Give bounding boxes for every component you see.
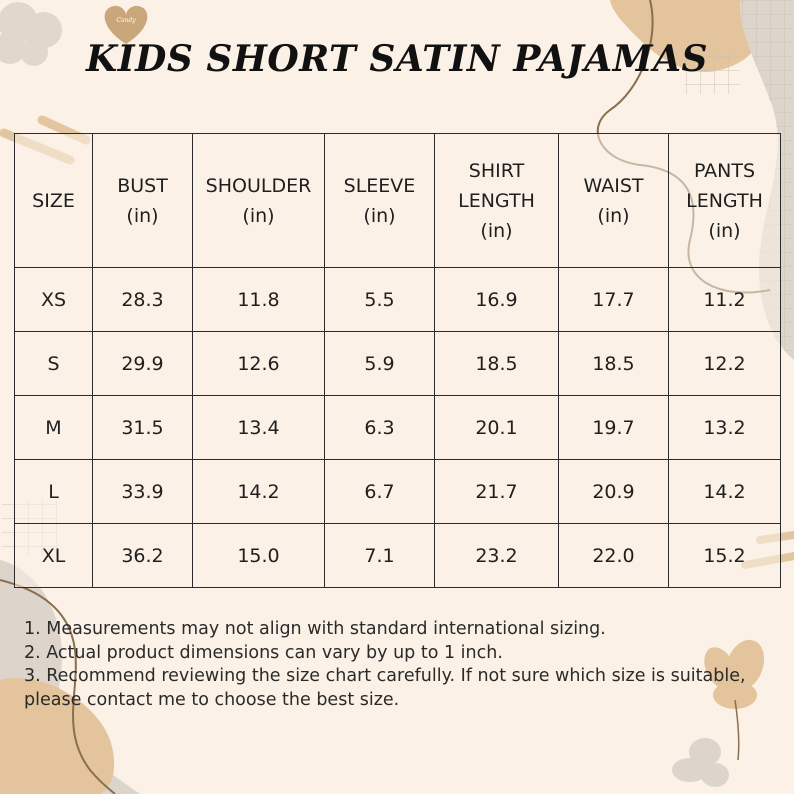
measurement-cell: 5.9 xyxy=(325,332,435,396)
heart-logo-text: Candy xyxy=(116,17,136,24)
measurement-cell: 36.2 xyxy=(93,524,193,588)
page-title: KIDS SHORT SATIN PAJAMAS xyxy=(85,38,708,80)
measurement-cell: 12.6 xyxy=(193,332,325,396)
measurement-cell: 13.4 xyxy=(193,396,325,460)
measurement-cell: 20.1 xyxy=(435,396,559,460)
note-1: 1. Measurements may not align with standard international sizing. xyxy=(24,619,606,639)
column-header-shirt-length xyxy=(435,134,559,268)
measurement-cell: 22.0 xyxy=(559,524,669,588)
measurement-cell: 19.7 xyxy=(559,396,669,460)
table-row xyxy=(15,460,781,524)
size-cell: S xyxy=(15,332,93,396)
measurement-cell: 11.2 xyxy=(669,268,781,332)
column-header-sleeve xyxy=(325,134,435,268)
table-row xyxy=(15,396,781,460)
column-header-size xyxy=(15,134,93,268)
notes xyxy=(24,618,784,712)
measurement-cell: 23.2 xyxy=(435,524,559,588)
measurement-cell: 6.3 xyxy=(325,396,435,460)
size-cell: XS xyxy=(15,268,93,332)
note-3: 3. Recommend reviewing the size chart carefully. If not sure which size is suitable, please contact me to choose the best size. xyxy=(24,666,746,710)
measurement-cell: 11.8 xyxy=(193,268,325,332)
measurement-cell: 5.5 xyxy=(325,268,435,332)
note-2: 2. Actual product dimensions can vary by up to 1 inch. xyxy=(24,642,503,663)
table-row xyxy=(15,332,781,396)
column-header-unit: (in) xyxy=(597,204,630,227)
measurement-cell: 29.9 xyxy=(93,332,193,396)
column-header-label: BUST xyxy=(117,174,168,197)
table-row xyxy=(15,268,781,332)
column-header-waist xyxy=(559,134,669,268)
measurement-cell: 28.3 xyxy=(93,268,193,332)
column-header-unit: (in) xyxy=(708,219,741,242)
column-header-label: PANTS LENGTH xyxy=(686,159,763,212)
column-header-unit: (in) xyxy=(363,204,396,227)
column-header-unit: (in) xyxy=(126,204,159,227)
column-header-shoulder xyxy=(193,134,325,268)
measurement-cell: 13.2 xyxy=(669,396,781,460)
column-header-pants-length xyxy=(669,134,781,268)
measurement-cell: 6.7 xyxy=(325,460,435,524)
measurement-cell: 31.5 xyxy=(93,396,193,460)
measurement-cell: 14.2 xyxy=(669,460,781,524)
column-header-label: SIZE xyxy=(32,189,75,212)
size-cell: M xyxy=(15,396,93,460)
column-header-unit: (in) xyxy=(242,204,275,227)
measurement-cell: 18.5 xyxy=(435,332,559,396)
size-cell: XL xyxy=(15,524,93,588)
column-header-bust xyxy=(93,134,193,268)
flower-decoration-bottom-grey xyxy=(672,738,729,787)
column-header-label: SHOULDER xyxy=(205,174,312,197)
measurement-cell: 15.0 xyxy=(193,524,325,588)
size-chart-table xyxy=(14,133,781,588)
measurement-cell: 20.9 xyxy=(559,460,669,524)
measurement-cell: 12.2 xyxy=(669,332,781,396)
measurement-cell: 18.5 xyxy=(559,332,669,396)
measurement-cell: 17.7 xyxy=(559,268,669,332)
measurement-cell: 21.7 xyxy=(435,460,559,524)
column-header-unit: (in) xyxy=(480,219,513,242)
measurement-cell: 33.9 xyxy=(93,460,193,524)
size-cell: L xyxy=(15,460,93,524)
table-row xyxy=(15,524,781,588)
measurement-cell: 14.2 xyxy=(193,460,325,524)
table-header-row xyxy=(15,134,781,268)
column-header-label: SLEEVE xyxy=(343,174,416,197)
measurement-cell: 7.1 xyxy=(325,524,435,588)
column-header-label: WAIST xyxy=(583,174,644,197)
measurement-cell: 15.2 xyxy=(669,524,781,588)
measurement-cell: 16.9 xyxy=(435,268,559,332)
column-header-label: SHIRT LENGTH xyxy=(458,159,535,212)
